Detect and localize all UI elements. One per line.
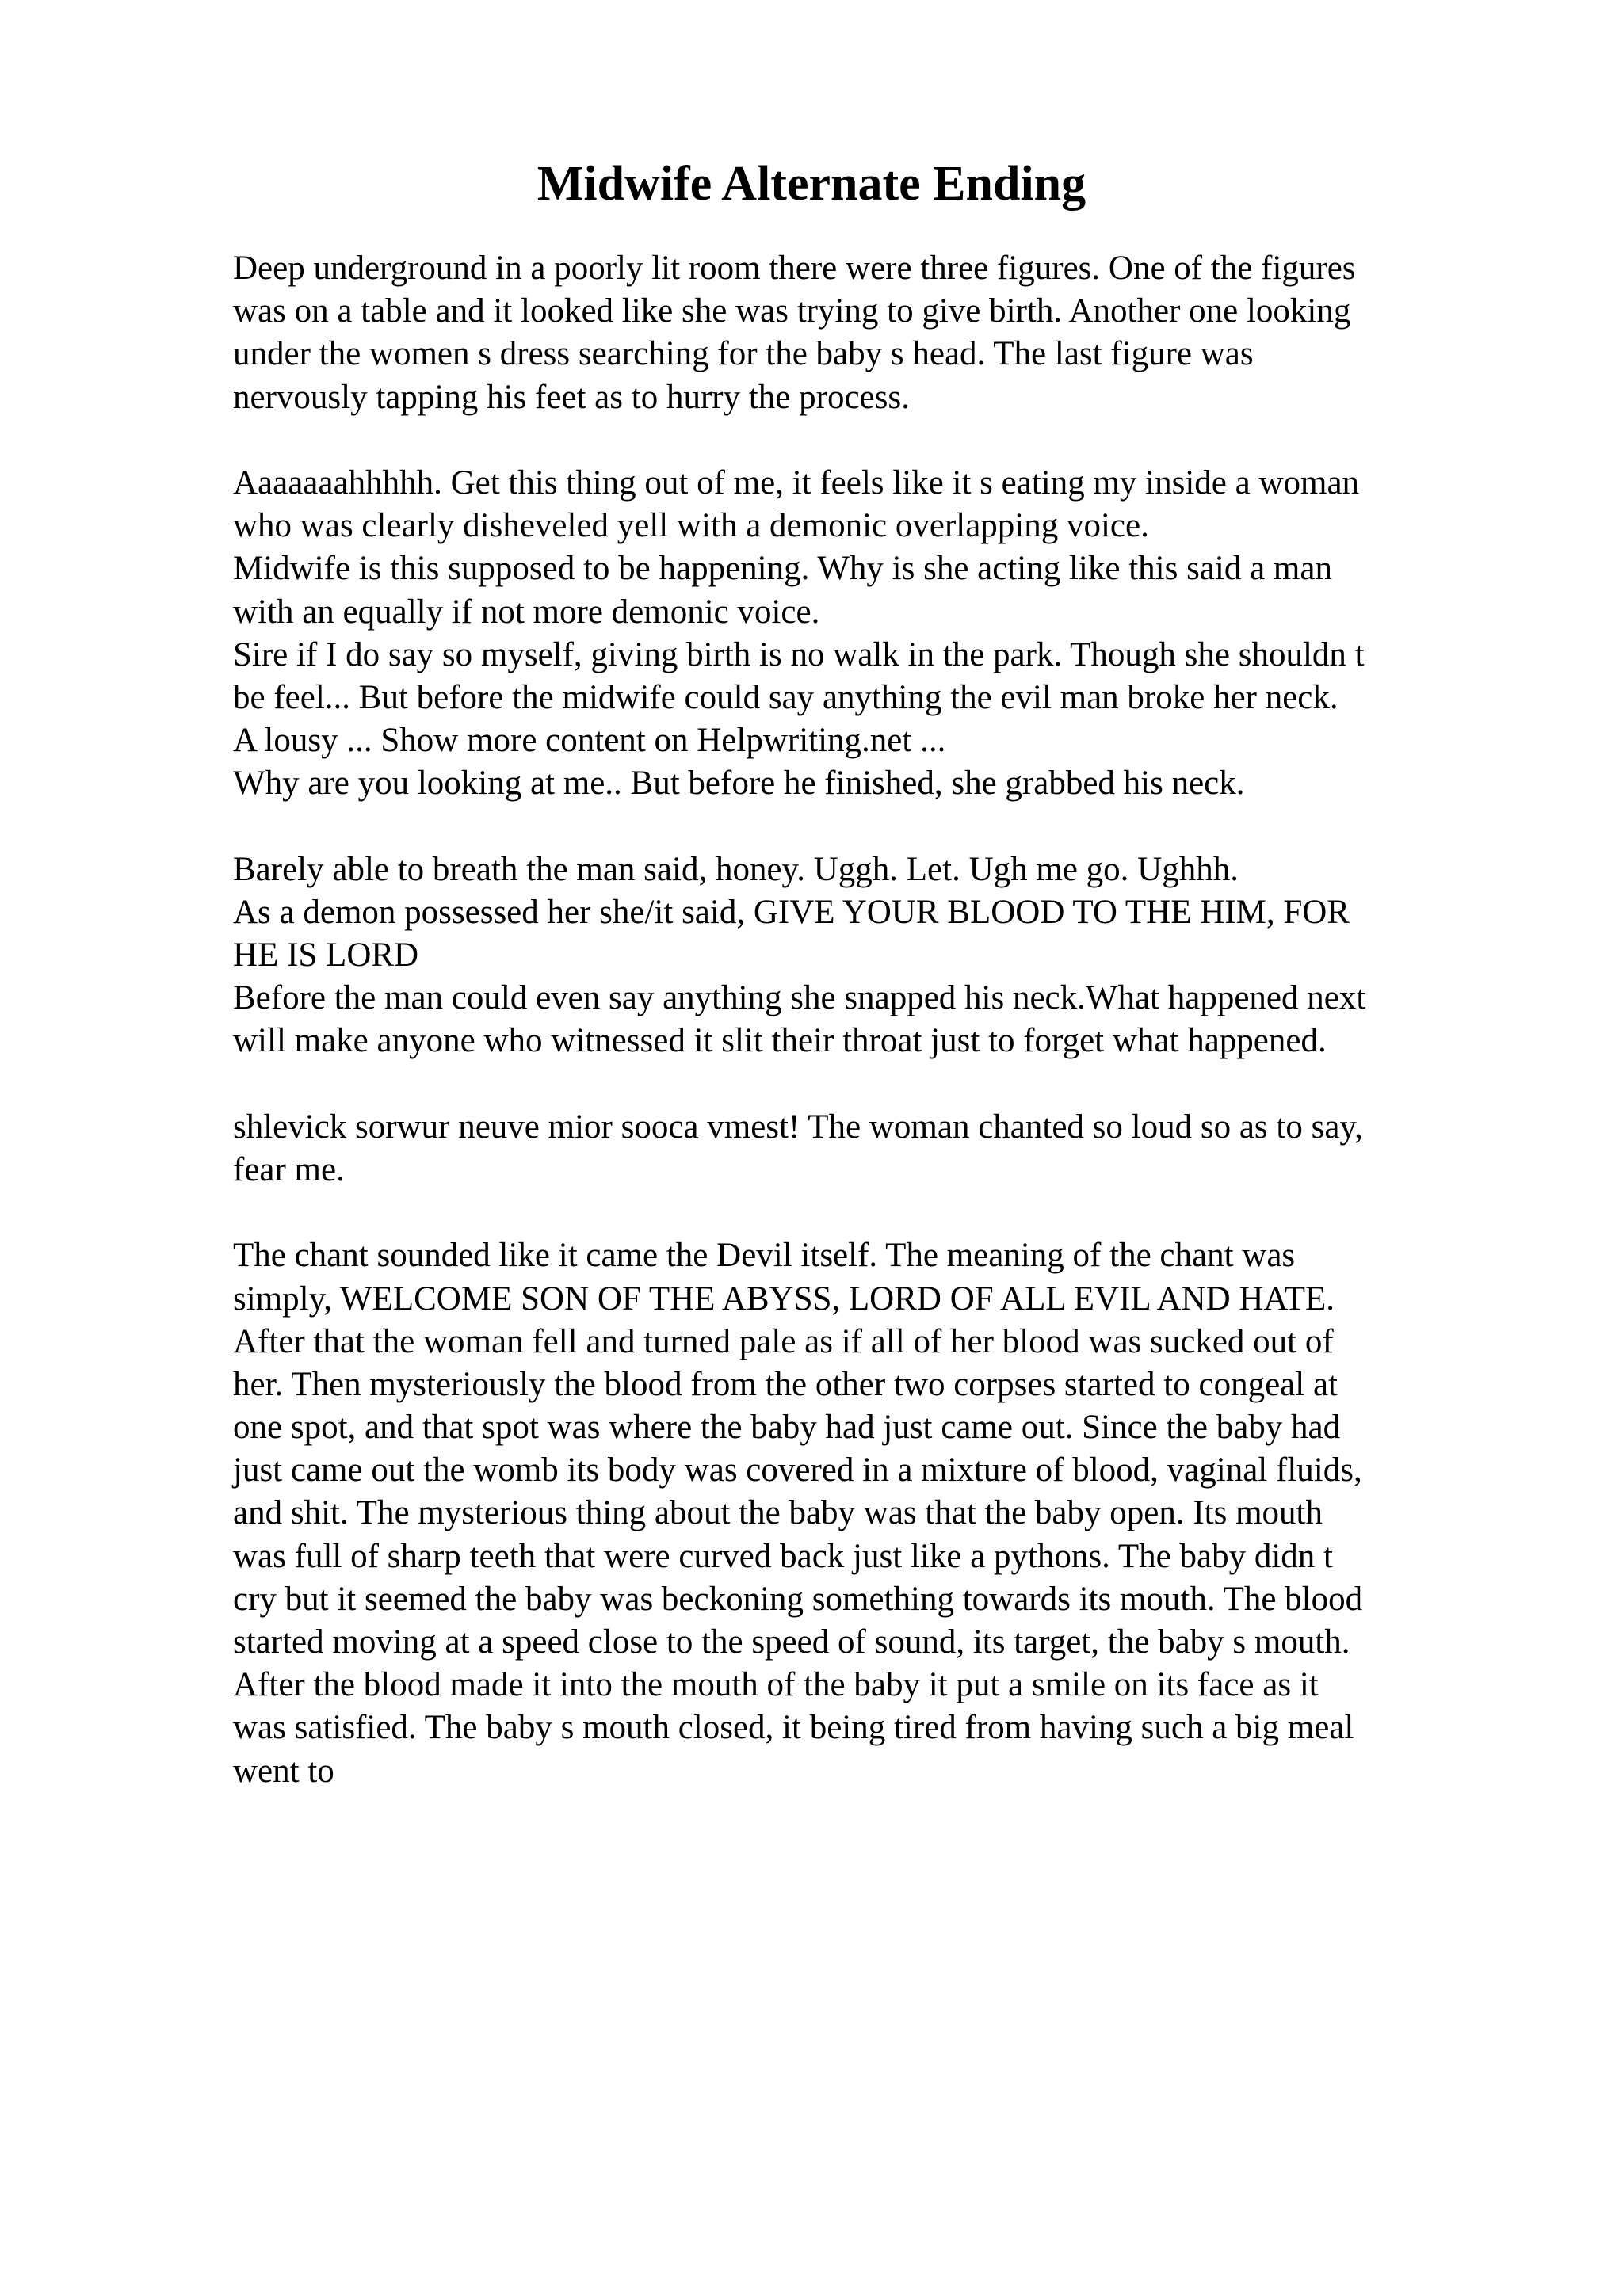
text-line: Barely able to breath the man said, honey. Uggh. Let. Ugh me go. Ughhh. [233,850,1239,888]
text-line: was satisfied. The baby s mouth closed, it being tired from having such a big meal [233,1709,1354,1747]
text-line: HE IS LORD [233,936,419,974]
text-line: As a demon possessed her she/it said, GIVE YOUR BLOOD TO THE HIM, FOR [233,893,1350,931]
text-line: fear me. [233,1150,345,1188]
text-line: and shit. The mysterious thing about the baby was that the baby open. Its mouth [233,1494,1323,1532]
document-body [233,247,1453,1793]
text-line: Aaaaaaahhhhh. Get this thing out of me, it feels like it s eating my inside a woman [233,463,1360,502]
text-line: nervously tapping his feet as to hurry the process. [233,378,910,416]
paragraph-spacer [233,1192,1453,1234]
text-line: Sire if I do say so myself, giving birth is no walk in the park. Though she shouldn t [233,635,1365,673]
text-line: simply, WELCOME SON OF THE ABYSS, LORD OF ALL EVIL AND HATE. [233,1280,1335,1318]
text-line: one spot, and that spot was where the baby had just came out. Since the baby had [233,1409,1341,1447]
text-line: under the women s dress searching for the baby s head. The last figure was [233,335,1254,373]
text-line: After the blood made it into the mouth of the baby it put a smile on its face as it [233,1666,1319,1704]
page-title: Midwife Alternate Ending [537,157,1086,211]
paragraph-spacer [233,805,1453,848]
text-line: just came out the womb its body was covered in a mixture of blood, vaginal fluids, [233,1451,1362,1489]
text-line: The chant sounded like it came the Devil itself. The meaning of the chant was [233,1237,1296,1275]
text-line: Before the man could even say anything she snapped his neck.What happened next [233,979,1366,1017]
paragraph-spacer [233,419,1453,462]
text-line: her. Then mysteriously the blood from the other two corpses started to congeal at [233,1365,1338,1403]
text-line: with an equally if not more demonic voice. [233,593,820,631]
text-line: Deep underground in a poorly lit room there were three figures. One of the figures [233,250,1356,287]
text-line: After that the woman fell and turned pale as if all of her blood was sucked out of [233,1322,1334,1360]
text-line: A lousy ... Show more content on Helpwriting.net ... [233,722,946,760]
text-line: was on a table and it looked like she was trying to give birth. Another one looking [233,292,1351,330]
paragraph-spacer [233,1063,1453,1106]
text-line: Midwife is this supposed to be happening. Why is she acting like this said a man [233,550,1332,588]
text-line: was full of sharp teeth that were curved back just like a pythons. The baby didn t [233,1537,1333,1575]
text-line: be feel... But before the midwife could say anything the evil man broke her neck. [233,678,1338,716]
text-line: who was clearly disheveled yell with a demonic overlapping voice. [233,507,1149,545]
paragraph [233,849,1453,1063]
text-line: went to [233,1752,334,1790]
text-line: will make anyone who witnessed it slit their throat just to forget what happened. [233,1022,1327,1060]
paragraph [233,247,1453,419]
paragraph [233,1234,1453,1792]
paragraph [233,1106,1453,1192]
text-line: shlevick sorwur neuve mior sooca vmest! The woman chanted so loud so as to say, [233,1108,1363,1146]
text-line: Why are you looking at me.. But before he finished, she grabbed his neck. [233,765,1245,803]
paragraph [233,462,1453,806]
text-line: cry but it seemed the baby was beckoning something towards its mouth. The blood [233,1580,1363,1618]
text-line: started moving at a speed close to the speed of sound, its target, the baby s mouth. [233,1623,1350,1661]
